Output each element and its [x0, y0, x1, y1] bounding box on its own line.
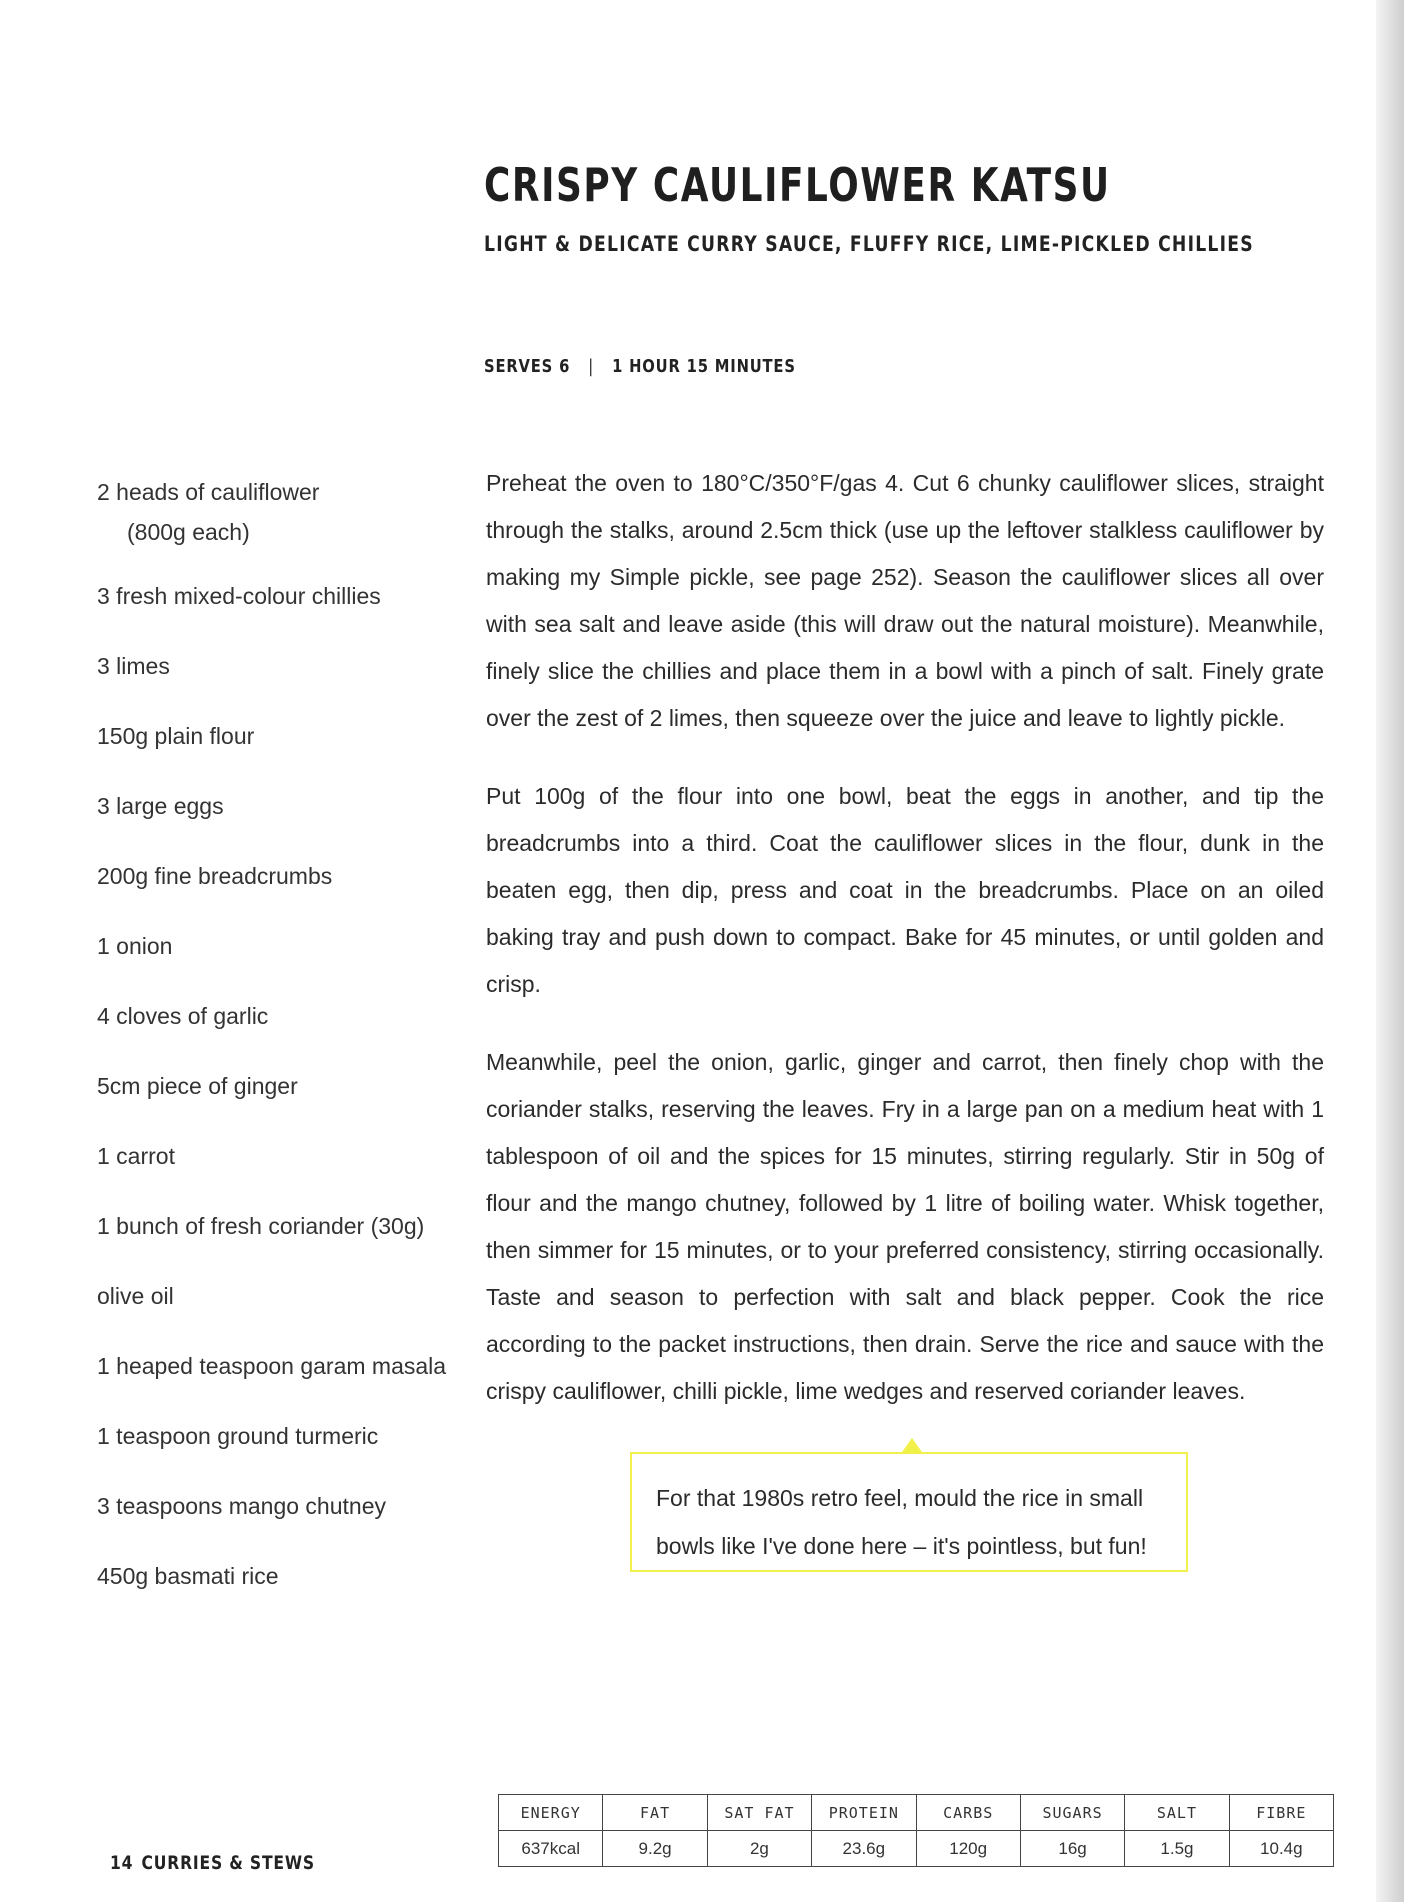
- nutrition-value: 120g: [916, 1831, 1020, 1867]
- ingredient-item: 3 fresh mixed-colour chillies: [97, 583, 381, 609]
- nutrition-label: CARBS: [916, 1795, 1020, 1831]
- recipe-meta: [484, 356, 796, 377]
- tip-pointer-arrow: [902, 1438, 922, 1452]
- nutrition-label: SALT: [1125, 1795, 1229, 1831]
- nutrition-table: [498, 1794, 1334, 1867]
- ingredient-item: 200g fine breadcrumbs: [97, 863, 333, 889]
- ingredient-item: 1 onion: [97, 933, 173, 959]
- ingredient-item: 1 teaspoon ground turmeric: [97, 1423, 379, 1449]
- recipe-subtitle: LIGHT & DELICATE CURRY SAUCE, FLUFFY RICE, LIME-PICKLED CHILLIES: [484, 232, 1254, 256]
- page-number: 14: [110, 1852, 134, 1874]
- method-text: [486, 460, 1324, 1446]
- time-label: 1 HOUR 15 MINUTES: [612, 356, 796, 377]
- method-paragraph-2: Put 100g of the flour into one bowl, beat the eggs in another, and tip the breadcrumbs into a third. Coat the cauliflower slices in the flour, dunk in the beaten egg, then dip, press and coat in the breadcrumbs. Place on an oiled baking tray and push down to compact. Bake for 45 minutes, or until golden and crisp.: [486, 783, 1324, 997]
- nutrition-value: 23.6g: [812, 1831, 916, 1867]
- ingredient-item: 1 carrot: [97, 1143, 175, 1169]
- nutrition-label: SUGARS: [1020, 1795, 1124, 1831]
- nutrition-labels-row: [499, 1795, 1334, 1831]
- ingredient-item: 3 large eggs: [97, 793, 224, 819]
- tip-box: [630, 1452, 1188, 1572]
- ingredient-item: 3 limes: [97, 653, 170, 679]
- ingredient-item: 2 heads of cauliflower (800g each): [97, 479, 320, 545]
- ingredient-item: 4 cloves of garlic: [97, 1003, 269, 1029]
- method-paragraph-1: Preheat the oven to 180°C/350°F/gas 4. Cut 6 chunky cauliflower slices, straight through the stalks, around 2.5cm thick (use up the leftover stalkless cauliflower by making my Simple pickle, see page 252). Season the cauliflower slices all over with sea salt and leave aside (this will draw out the natural moisture). Meanwhile, finely slice the chillies and place them in a bowl with a pinch of salt. Finely grate over the zest of 2 limes, then squeeze over the juice and leave to lightly pickle.: [486, 470, 1324, 731]
- nutrition-value: 16g: [1020, 1831, 1124, 1867]
- tip-text: For that 1980s retro feel, mould the rice in small bowls like I've done here – it's pointless, but fun!: [656, 1485, 1147, 1559]
- ingredients-list: [97, 472, 467, 1626]
- serves-label: SERVES 6: [484, 356, 571, 377]
- nutrition-label: FIBRE: [1229, 1795, 1333, 1831]
- nutrition-label: ENERGY: [499, 1795, 603, 1831]
- ingredient-item: 5cm piece of ginger: [97, 1073, 298, 1099]
- ingredient-item: 1 bunch of fresh coriander (30g): [97, 1213, 425, 1239]
- nutrition-value: 1.5g: [1125, 1831, 1229, 1867]
- ingredient-item: 3 teaspoons mango chutney: [97, 1493, 386, 1519]
- nutrition-value: 9.2g: [603, 1831, 707, 1867]
- nutrition-value: 10.4g: [1229, 1831, 1333, 1867]
- ingredient-item: 150g plain flour: [97, 723, 255, 749]
- nutrition-value: 637kcal: [499, 1831, 603, 1867]
- nutrition-values-row: [499, 1831, 1334, 1867]
- ingredient-item: olive oil: [97, 1283, 174, 1309]
- page-footer: [110, 1852, 315, 1874]
- page-edge-shadow: [1376, 0, 1404, 1902]
- nutrition-label: SAT FAT: [707, 1795, 811, 1831]
- section-name: CURRIES & STEWS: [141, 1852, 315, 1874]
- nutrition-label: FAT: [603, 1795, 707, 1831]
- meta-separator: |: [588, 356, 595, 377]
- ingredient-item: 450g basmati rice: [97, 1563, 279, 1589]
- nutrition-value: 2g: [707, 1831, 811, 1867]
- method-paragraph-3: Meanwhile, peel the onion, garlic, ginger and carrot, then finely chop with the coriander stalks, reserving the leaves. Fry in a large pan on a medium heat with 1 tablespoon of oil and the spices for 15 minutes, stirring regularly. Stir in 50g of flour and the mango chutney, followed by 1 litre of boiling water. Whisk together, then simmer for 15 minutes, or to your preferred consistency, stirring occasionally. Taste and season to perfection with salt and black pepper. Cook the rice according to the packet instructions, then drain. Serve the rice and sauce with the crispy cauliflower, chilli pickle, lime wedges and reserved coriander leaves.: [486, 1049, 1324, 1404]
- ingredient-item: 1 heaped teaspoon garam masala: [97, 1353, 447, 1379]
- recipe-title: CRISPY CAULIFLOWER KATSU: [484, 158, 1111, 212]
- nutrition-label: PROTEIN: [812, 1795, 916, 1831]
